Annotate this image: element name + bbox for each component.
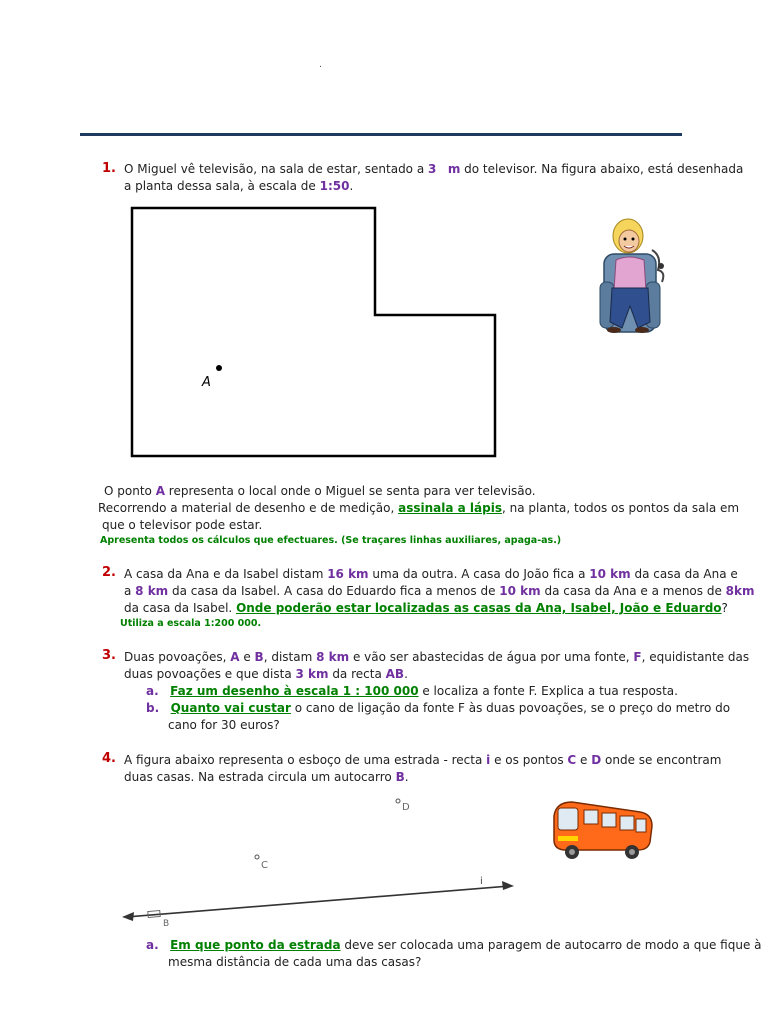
q2-line-2: a 8 km da casa da Isabel. A casa do Eduardo fica a menos de 10 km da casa da Ana e a menos de 8km (124, 584, 755, 598)
q3-number: 3. (102, 648, 116, 663)
q1-line-2: a planta dessa sala, à escala de 1:50. (124, 179, 354, 193)
q3-item-b-line-2: cano for 30 euros? (168, 718, 280, 732)
bus-b-label: B (163, 919, 170, 929)
q1-number: 1. (102, 161, 116, 176)
q4-number: 4. (102, 751, 116, 766)
q4-item-a: a. Em que ponto da estrada deve ser colocada uma paragem de autocarro de modo a que fique à (146, 938, 762, 952)
point-c-mark (255, 855, 259, 859)
q3-item-a: a. Faz um desenho à escala 1 : 100 000 e localiza a fonte F. Explica a tua resposta. (146, 684, 678, 698)
q2-line-3: da casa da Isabel. Onde poderão estar localizadas as casas da Ana, Isabel, João e Eduardo? (124, 601, 728, 615)
point-c-label: C (261, 860, 268, 871)
q2-number: 2. (102, 565, 116, 580)
q1-line-1: O Miguel vê televisão, na sala de estar, sentado a 3 m do televisor. Na figura abaixo, está desenhada (124, 162, 744, 176)
q1-paragraph-3: que o televisor pode estar. (102, 518, 263, 532)
point-a-label: A (202, 375, 211, 390)
road-line-i (126, 886, 510, 917)
q4-line-2: duas casas. Na estrada circula um autocarro B. (124, 770, 409, 784)
q1-paragraph-2: Recorrendo a material de desenho e de medição, assinala a lápis, na planta, todos os pontos da sala em (98, 501, 740, 515)
q1-note: Apresenta todos os cálculos que efectuares. (Se traçares linhas auxiliares, apaga-as.) (100, 535, 562, 546)
q3-line-1: Duas povoações, A e B, distam 8 km e vão ser abastecidas de água por uma fonte, F, equidistante das (124, 650, 750, 664)
woman-watching-tv-illustration (598, 210, 670, 335)
road-label-i: i (480, 876, 483, 887)
bus-illustration (548, 796, 656, 862)
q4-item-a-line-2: mesma distância de cada uma das casas? (168, 955, 422, 969)
road-arrow-right (502, 881, 514, 890)
q2-line-1: A casa da Ana e da Isabel distam 16 km uma da outra. A casa do João fica a 10 km da casa da Ana e (124, 567, 738, 581)
q1-paragraph-1: O ponto A representa o local onde o Miguel se senta para ver televisão. (104, 484, 536, 498)
top-mark: . (319, 60, 322, 70)
room-outline (132, 208, 495, 456)
point-d-label: D (402, 802, 410, 813)
q3-line-2: duas povoações e que dista 3 km da recta AB. (124, 667, 408, 681)
q3-item-b: b. Quanto vai custar o cano de ligação da fonte F às duas povoações, se o preço do metro do (146, 701, 731, 715)
point-d-mark (396, 799, 400, 803)
q2-note: Utiliza a escala 1:200 000. (120, 618, 262, 629)
q4-line-1: A figura abaixo representa o esboço de uma estrada - recta i e os pontos C e D onde se encontram (124, 753, 722, 767)
point-a-dot (216, 365, 222, 371)
road-arrow-left (122, 912, 134, 921)
